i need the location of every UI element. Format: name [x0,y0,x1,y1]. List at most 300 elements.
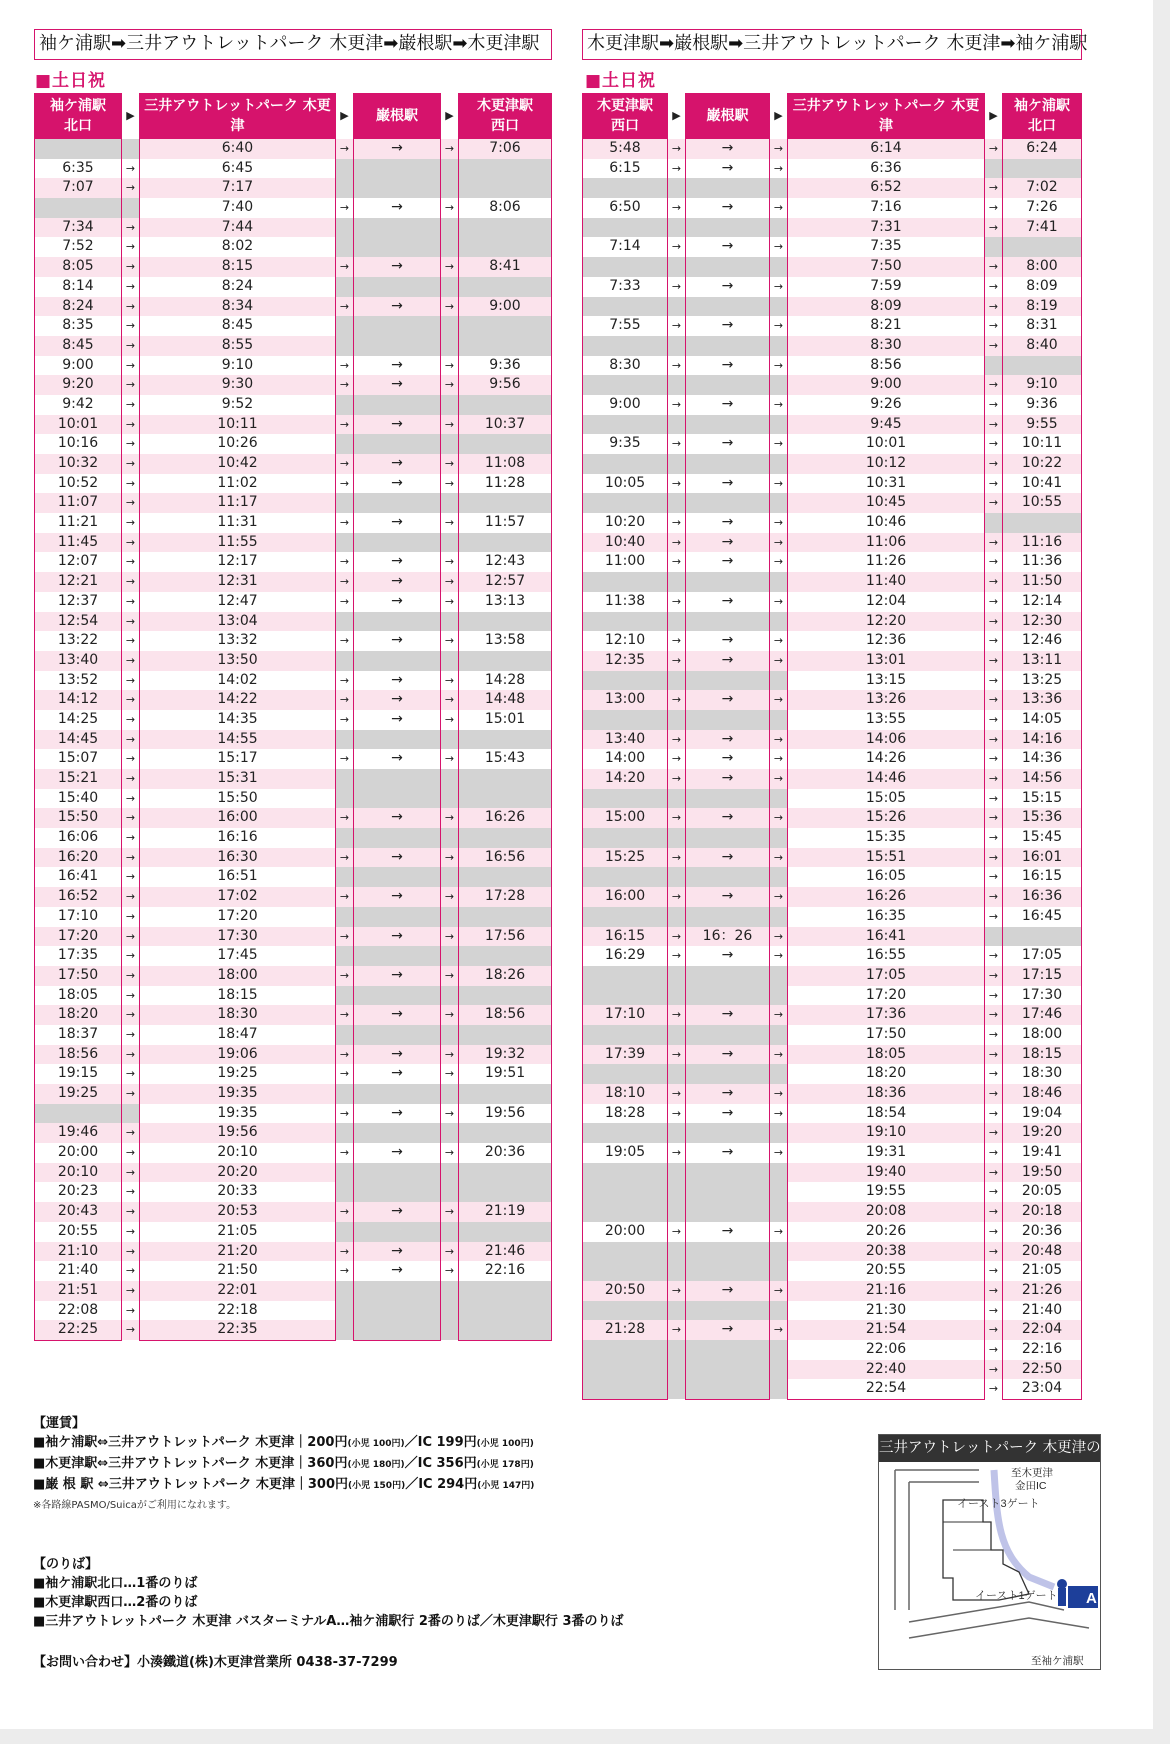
time-cell: 8:14 [62,277,94,294]
arrow-cell: → [339,634,350,648]
time-cell: 11:38 [604,592,646,609]
time-cell: 12:04 [865,592,907,609]
time-cell: 14:36 [1021,750,1063,767]
time-cell: 19:04 [1021,1104,1063,1121]
arrow-cell: → [125,1185,136,1199]
timetable-row [582,730,1082,750]
time-cell [582,710,668,730]
time-cell: 14:56 [1021,770,1063,786]
time-cell: 21:05 [217,1222,258,1239]
arrow-cell: → [988,397,999,411]
time-cell: 7:07 [62,179,94,196]
arrow-cell: → [671,1224,682,1238]
time-cell: 12:07 [57,553,99,570]
arrow-cell: → [671,358,682,372]
arrow-cell: → [773,476,784,490]
time-cell: 12:47 [217,592,258,609]
time-cell: 8:45 [62,336,94,353]
arrow-cell: → [671,535,682,549]
time-cell: → [391,1203,403,1220]
time-cell: 12:37 [57,592,99,609]
arrow-cell [441,1123,458,1143]
arrow-cell: → [773,1146,784,1160]
time-cell: 10:40 [604,533,646,550]
time-cell: 19:51 [484,1065,526,1082]
arrow-cell [668,907,685,927]
time-cell [1002,513,1082,533]
time-cell: 16:29 [604,947,646,964]
time-cell: 17:30 [1021,986,1063,1003]
timetable-row [582,848,1082,868]
time-cell: → [721,632,734,649]
timetable-row [582,887,1082,907]
time-cell [685,789,770,809]
timetable-row [34,336,552,356]
time-cell: 9:30 [221,376,254,393]
timetable-row [582,178,1082,198]
time-cell [685,375,770,395]
time-cell: 11:36 [1021,553,1063,570]
time-cell [353,828,441,848]
time-cell [582,257,668,277]
map-drawing [879,1462,1100,1669]
timetable-row [34,395,552,415]
arrow-cell [770,375,787,395]
arrow-cell [668,257,685,277]
time-cell: 16:35 [865,907,907,924]
time-cell: 12:30 [1021,612,1063,629]
time-cell: 16:06 [57,829,99,846]
time-cell: 17:50 [57,966,99,983]
column-header: 巌根駅 [353,93,441,139]
arrow-cell [770,572,787,592]
timetable-row [34,159,552,179]
time-cell: 8:55 [221,336,254,353]
timetable-row [34,1222,552,1242]
arrow-cell: → [773,772,784,785]
time-cell: 11:55 [217,533,258,550]
time-cell: → [391,1262,403,1279]
arrow-cell: → [339,693,350,707]
timetable-row [582,927,1082,947]
arrow-cell [668,375,685,395]
arrow-cell: → [988,555,999,569]
arrow-cell: → [988,1185,999,1199]
time-cell: 21:51 [57,1281,99,1298]
time-cell: 16:45 [1021,907,1063,924]
time-cell: 17:20 [57,927,99,944]
time-cell: 15:21 [57,770,99,786]
timetable-row [34,612,552,632]
arrow-cell [441,789,458,809]
time-cell: 17:20 [217,907,258,924]
time-cell: 10:01 [865,435,907,452]
time-cell: 14:12 [57,691,99,708]
arrow-cell: → [988,1244,999,1258]
time-cell [458,218,552,238]
time-cell: 21:54 [865,1321,907,1338]
timetable-row [34,1242,552,1262]
arrow-cell [441,1084,458,1104]
timetable-row [582,671,1082,691]
timetable-row [582,592,1082,612]
time-cell: → [391,297,403,314]
arrow-cell: → [125,614,136,628]
time-cell: 13:40 [57,651,99,668]
timetable-row [34,237,552,257]
time-cell: 20:10 [57,1163,99,1180]
map-label-ic-2: 金田IC [1015,1480,1047,1492]
arrow-cell: → [773,1047,784,1061]
time-cell: 12:57 [484,573,526,590]
time-cell: 13:52 [57,671,99,688]
time-cell: 15:51 [865,848,907,865]
time-cell: → [721,317,734,334]
time-cell: 18:54 [865,1104,907,1121]
time-cell: 18:00 [1021,1025,1063,1042]
bus-stop-icon [1057,1579,1067,1589]
arrow-cell: → [125,496,136,510]
arrow-cell: → [444,634,455,648]
arrow-cell [668,454,685,474]
timetable-header [34,93,552,139]
time-cell [685,1163,770,1183]
road-line [909,1618,1089,1638]
time-cell: → [391,376,403,393]
time-cell: 17:20 [865,986,907,1003]
arrow-cell: → [125,457,136,470]
time-cell: 8:24 [221,277,254,294]
time-cell: → [391,1144,403,1161]
arrow-cell: → [125,575,136,589]
arrow-cell: → [773,1283,784,1297]
arrow-cell: → [671,890,682,904]
timetable-row [34,454,552,474]
timetable-row [582,828,1082,848]
arrow-cell [770,1242,787,1262]
time-cell: → [721,474,734,491]
timetable-row [34,631,552,651]
arrow-cell: → [444,712,455,726]
arrow-cell: → [988,614,999,628]
arrow-cell [985,513,1002,533]
time-cell [685,986,770,1006]
time-cell: 20:05 [1021,1183,1063,1200]
time-cell: 17:39 [604,1045,646,1062]
time-cell: 20:38 [865,1242,907,1259]
time-cell [1002,237,1082,257]
time-cell: 16:00 [604,888,646,905]
time-cell [353,277,441,297]
time-cell [582,572,668,592]
arrow-cell [668,828,685,848]
arrow-cell [336,1163,353,1183]
left-day-label: ■土日祝 [35,71,107,91]
timetable-row [582,297,1082,317]
arrow-cell [668,1025,685,1045]
time-cell: 15:01 [484,710,526,727]
time-cell: 23:04 [1021,1380,1063,1397]
arrow-cell: → [125,988,136,1002]
arrow-cell: → [988,299,999,313]
time-cell: 9:52 [221,395,254,412]
fare-section [33,1414,534,1515]
arrow-cell: → [671,634,682,648]
time-cell: 15:31 [217,770,258,786]
timetable-row [34,907,552,927]
time-cell: 9:36 [1026,395,1058,412]
time-cell: 19:35 [217,1104,258,1121]
arrow-cell: → [671,437,682,451]
time-cell [1002,927,1082,947]
arrow-cell [770,1301,787,1321]
arrow-cell: → [773,516,784,530]
arrow-cell [985,927,1002,947]
time-cell [458,1084,552,1104]
time-cell: 18:37 [57,1025,99,1042]
arrow-cell [336,316,353,336]
contact-line: 【お問い合わせ】小湊鐵道(株)木更津営業所 0438-37-7299 [33,1655,398,1670]
time-cell [458,533,552,553]
arrow-cell: → [339,142,350,155]
time-cell [458,277,552,297]
time-cell: 7:55 [609,317,641,334]
time-cell: → [721,592,734,609]
arrow-cell: → [125,1244,136,1258]
arrow-cell: → [125,850,136,864]
time-cell: 19:20 [1021,1124,1063,1141]
arrow-cell: → [671,850,682,864]
time-cell [353,1222,441,1242]
time-cell: → [391,573,403,590]
timetable-row [34,927,552,947]
time-cell [353,434,441,454]
timetable-row [582,1123,1082,1143]
timetable-row [34,1202,552,1222]
timetable-row [34,946,552,966]
time-cell: 7:44 [221,218,254,235]
time-cell: 7:33 [609,277,641,294]
time-cell [458,493,552,513]
arrow-cell: → [339,516,350,530]
arrow-cell: → [671,476,682,490]
time-cell: 14:48 [484,691,526,708]
arrow-cell: → [671,201,682,215]
time-cell: 18:05 [57,986,99,1003]
arrow-cell: → [125,1027,136,1041]
time-cell: 6:36 [870,159,902,176]
time-cell: 10:37 [484,415,526,432]
timetable-row [582,1025,1082,1045]
timetable-row [582,218,1082,238]
time-cell [353,237,441,257]
timetable-row [582,1340,1082,1360]
time-cell: 7:14 [609,238,641,255]
arrow-cell: → [988,634,999,648]
arrow-cell: → [125,968,136,982]
timetable-row [34,1025,552,1045]
time-cell: → [391,1065,403,1082]
arrow-cell: → [988,811,999,825]
time-cell: 9:00 [609,395,641,412]
time-cell: → [391,671,403,688]
arrow-cell [668,1202,685,1222]
arrow-cell [770,415,787,435]
column-header: 袖ケ浦駅 北口 [1002,93,1082,139]
time-cell [353,867,441,887]
time-cell: 19:35 [217,1085,258,1101]
time-cell: 18:15 [217,986,258,1003]
time-cell: 18:46 [1021,1085,1063,1101]
arrow-cell: → [125,1205,136,1219]
time-cell: 17:30 [217,927,258,944]
time-cell: 12:31 [217,573,258,590]
timetable-row [34,769,552,789]
time-cell: 14:22 [217,691,258,708]
arrow-cell: → [125,358,136,372]
arrow-cell: → [125,437,136,451]
time-cell [458,946,552,966]
arrow-cell: → [773,752,784,766]
timetable-row [34,198,552,218]
timetable-row [582,769,1082,789]
time-cell: → [721,553,734,570]
time-cell [458,1222,552,1242]
time-cell: 19:46 [57,1124,99,1141]
arrow-cell [668,1379,685,1399]
timetable-row [582,237,1082,257]
fare-line [33,1433,534,1454]
time-cell: → [391,415,403,432]
arrow-cell [336,1320,353,1340]
arrow-cell [336,159,353,179]
arrow-cell [668,218,685,238]
time-cell [582,1163,668,1183]
time-cell: 22:08 [57,1301,99,1318]
time-cell: 11:17 [217,494,258,511]
time-cell [582,828,668,848]
arrow-cell: → [671,772,682,785]
time-cell [685,218,770,238]
arrow-cell: → [444,693,455,707]
arrow-cell: → [125,516,136,530]
time-cell: 16:26 [865,888,907,905]
time-cell: 11:21 [57,514,99,531]
timetable-row [582,986,1082,1006]
time-cell: 16:00 [217,809,258,826]
time-cell: 16：26 [702,927,753,944]
time-cell: 14:26 [865,750,907,767]
fare-main: ■巌 根 駅 ⇔三井アウトレットパーク 木更津｜300円 [33,1477,349,1492]
time-cell [353,1123,441,1143]
time-cell: 15:45 [1021,829,1063,846]
arrow-cell: → [773,397,784,411]
time-cell: 15:07 [57,750,99,767]
arrow-cell: → [988,1205,999,1219]
time-cell: 16:56 [484,848,526,865]
time-cell: 8:09 [870,297,902,314]
arrow-cell [336,1301,353,1321]
time-cell: 12:17 [217,553,258,570]
header-arrow-icon: ▶ [122,93,139,139]
arrow-cell: → [671,161,682,175]
time-cell: 16:41 [865,927,907,944]
time-cell [685,966,770,986]
time-cell [458,1123,552,1143]
time-cell: 11:07 [57,494,99,511]
arrow-cell: → [988,831,999,845]
time-cell: 17:56 [484,927,526,944]
time-cell: 17:28 [484,888,526,905]
time-cell [353,218,441,238]
time-cell [458,907,552,927]
time-cell: → [721,888,734,905]
arrow-cell [441,277,458,297]
time-cell: 15:50 [217,789,258,806]
timetable-row [34,552,552,572]
time-cell [458,434,552,454]
arrow-cell: → [988,535,999,549]
arrow-cell: → [125,791,136,805]
time-cell: → [721,730,734,747]
time-cell: 12:10 [604,632,646,649]
arrow-cell [336,336,353,356]
timetable-row [34,572,552,592]
time-cell: 7:35 [870,238,902,255]
timetable-row [582,749,1082,769]
arrow-cell: → [988,772,999,785]
time-cell: 8:56 [870,356,902,373]
time-cell: 10:46 [865,514,907,531]
arrow-cell [668,1123,685,1143]
timetable-row [582,395,1082,415]
time-cell: → [721,199,734,216]
map-title: 三井アウトレットパーク 木更津のりば [879,1435,1100,1462]
arrow-cell: → [444,516,455,530]
time-cell: 14:00 [604,750,646,767]
arrow-cell: → [671,1323,682,1337]
arrow-cell: → [444,890,455,904]
time-cell: 21:46 [484,1242,526,1259]
time-cell [582,1360,668,1380]
time-cell: 9:26 [870,395,902,412]
time-cell: 10:05 [604,474,646,491]
column-header: 木更津駅 西口 [582,93,668,139]
time-cell: 7:41 [1026,218,1058,235]
timetable-row [34,316,552,336]
arrow-cell [336,533,353,553]
arrow-cell: → [125,712,136,726]
time-cell: 7:16 [870,199,902,216]
arrow-cell [336,237,353,257]
time-cell: 8:19 [1026,297,1058,314]
arrow-cell: → [773,653,784,667]
timetable-row [582,336,1082,356]
time-cell [458,395,552,415]
time-cell: 22:16 [484,1262,526,1279]
time-cell: 12:46 [1021,632,1063,649]
time-cell [353,789,441,809]
page-bottom-edge [0,1729,1170,1744]
time-cell: 9:00 [62,356,94,373]
column-header: 三井アウトレットパーク 木更津 [139,93,336,139]
arrow-cell [336,178,353,198]
arrow-cell [668,966,685,986]
arrow-cell: → [773,634,784,648]
timetable-row [34,1104,552,1124]
time-cell: 21:40 [57,1262,99,1279]
time-cell: → [721,1085,734,1101]
